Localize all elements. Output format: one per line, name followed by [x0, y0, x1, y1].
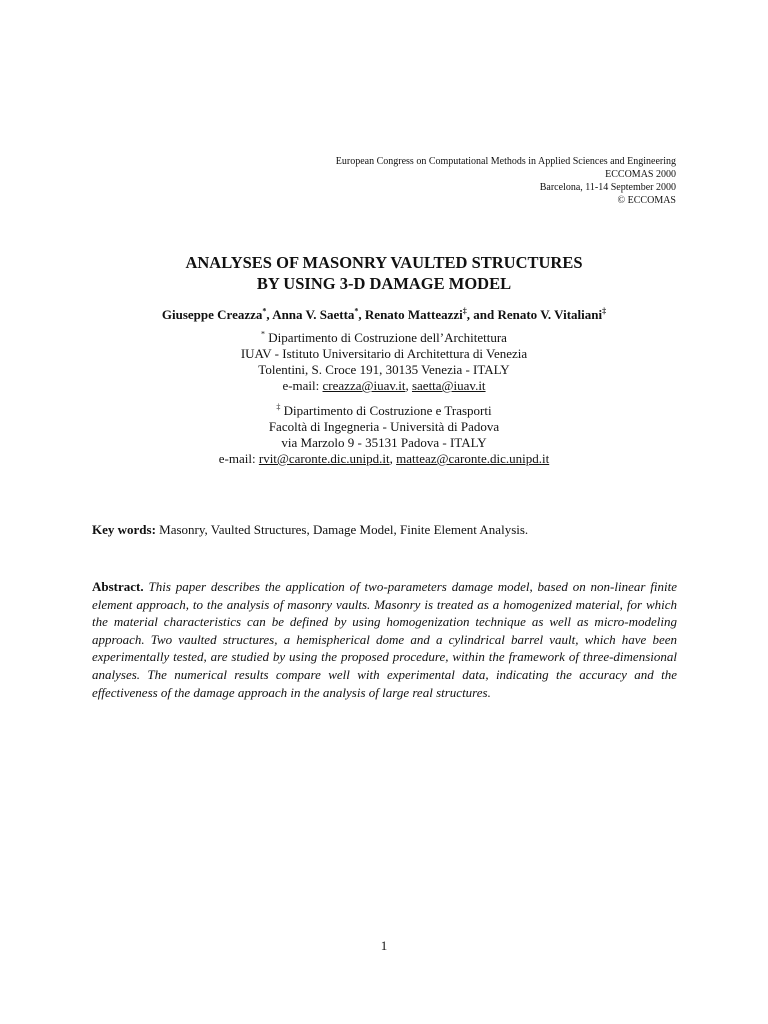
affiliation-address: via Marzolo 9 - 35131 Padova - ITALY — [281, 435, 487, 450]
affiliation-address: Tolentini, S. Croce 191, 30135 Venezia - ITALY — [258, 362, 510, 377]
conference-acronym: ECCOMAS 2000 — [605, 169, 676, 180]
affiliation-padova — [0, 403, 768, 467]
author-mark: * — [354, 306, 359, 316]
keywords-text: Masonry, Vaulted Structures, Damage Model, Finite Element Analysis. — [155, 522, 529, 537]
conference-header — [336, 155, 676, 207]
email-label: e-mail: — [282, 378, 323, 393]
affiliation-department: Dipartimento di Costruzione e Trasporti — [283, 403, 492, 418]
author-name: Renato Matteazzi — [364, 307, 463, 322]
conference-copyright: © ECCOMAS — [617, 195, 676, 206]
page-number: 1 — [380, 938, 388, 953]
conference-name: European Congress on Computational Methods in Applied Sciences and Engineering — [335, 156, 676, 167]
author-list — [0, 307, 768, 323]
email-link[interactable]: matteaz@caronte.dic.unipd.it — [396, 451, 550, 466]
email-separator: , — [405, 378, 412, 393]
email-link[interactable]: saetta@iuav.it — [411, 378, 486, 393]
author-name: Giuseppe Creazza — [161, 307, 263, 322]
author-separator: , — [266, 307, 273, 322]
author-mark: * — [262, 306, 267, 316]
keywords-label: Key words: — [92, 522, 156, 537]
paper-title — [0, 252, 768, 294]
email-separator: , — [389, 451, 397, 466]
affiliation-mark: ‡ — [276, 402, 281, 412]
title-line-1: ANALYSES OF MASONRY VAULTED STRUCTURES — [185, 253, 583, 272]
author-separator: , and — [466, 307, 498, 322]
affiliation-institution: IUAV - Istituto Universitario di Architettura di Venezia — [240, 346, 528, 361]
abstract-text: This paper describes the application of two-parameters damage model, based on non-linear finite element approach, to the analysis of masonry vaults. Masonry is treated as a homogenized material, for which the material characteristics can be defined by using homogenization technique as well as micro-modeling approach. Two vaulted structures, a hemispherical dome and a cylindrical barrel vault, which have been experimentally tested, are studied by using the proposed procedure, within the framework of three-dimensional analyses. The numerical results compare well with experimental data, indicating the accuracy and the effectiveness of the damage approach in the analysis of large real structures. — [92, 579, 677, 700]
email-label: e-mail: — [218, 451, 259, 466]
author-name: Renato V. Vitaliani — [497, 307, 603, 322]
title-line-2: BY USING 3-D DAMAGE MODEL — [256, 274, 512, 293]
abstract-label: Abstract. — [92, 579, 144, 594]
conference-place-date: Barcelona, 11-14 September 2000 — [539, 182, 676, 193]
affiliation-department: Dipartimento di Costruzione dell’Architettura — [268, 330, 507, 345]
affiliation-iuav — [0, 330, 768, 394]
author-name: Anna V. Saetta — [272, 307, 355, 322]
author-mark: ‡ — [602, 306, 607, 316]
abstract — [92, 578, 677, 701]
affiliation-institution: Facoltà di Ingegneria - Università di Padova — [268, 419, 500, 434]
email-link[interactable]: creazza@iuav.it — [322, 378, 406, 393]
author-separator: , — [358, 307, 365, 322]
keywords — [92, 522, 677, 538]
email-link[interactable]: rvit@caronte.dic.unipd.it — [258, 451, 390, 466]
affiliation-mark: * — [261, 329, 266, 339]
author-mark: ‡ — [462, 306, 467, 316]
